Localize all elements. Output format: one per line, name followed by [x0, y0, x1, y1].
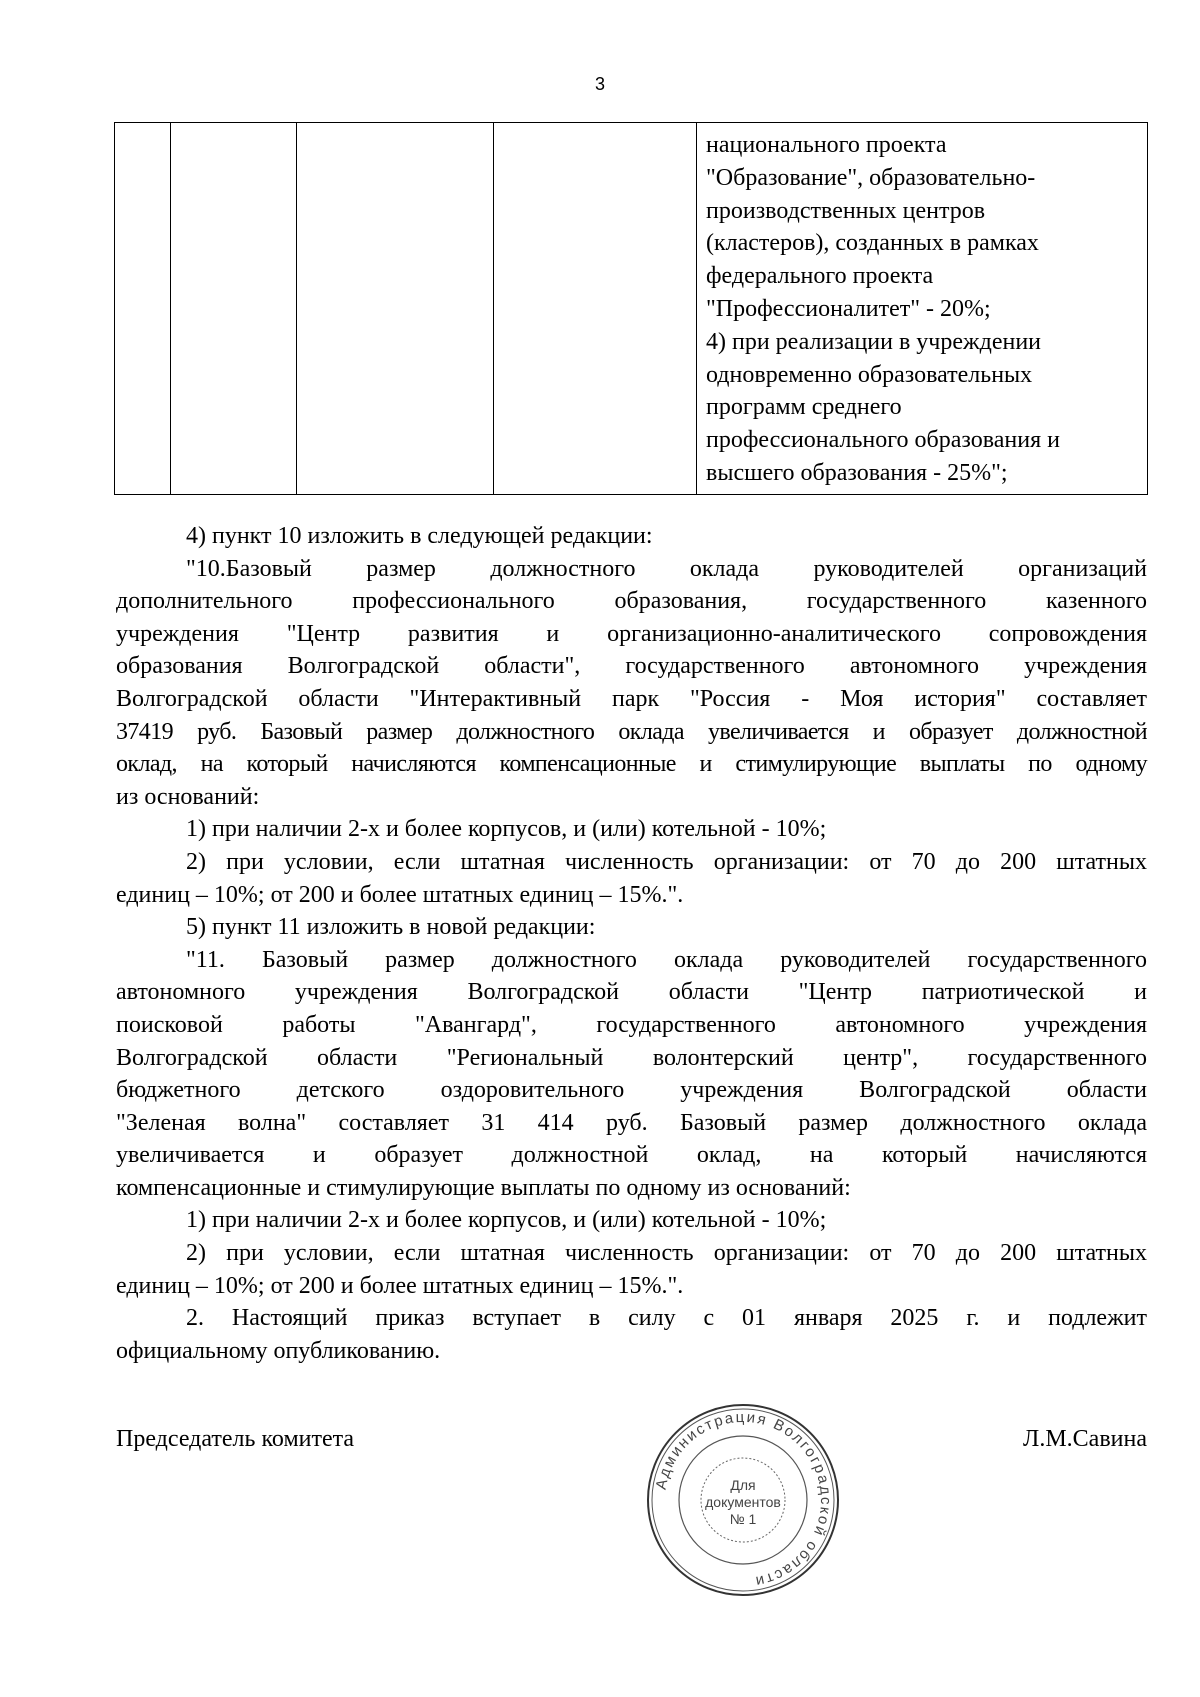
cell-line: производственных центров: [706, 197, 986, 224]
paragraph-line: 1) при наличии 2-х и более корпусов, и (или) котельной - 10%;: [186, 816, 827, 843]
cell-line: национального проекта: [706, 132, 947, 158]
stamp-ring-text: Администрация Волгоградской области: [652, 1408, 835, 1591]
paragraph-line: учреждения "Центр развития и организационно-аналитического сопровождения: [116, 620, 1147, 647]
paragraph-line: дополнительного профессионального образования, государственного казенного: [116, 588, 1147, 615]
table-cell-empty: [297, 123, 494, 495]
paragraph-line: поисковой работы "Авангард", государственного автономного учреждения: [116, 1011, 1147, 1038]
table-cell-text: [697, 123, 1148, 495]
paragraph-line: увеличивается и образует должностной оклад, на который начисляются: [116, 1142, 1147, 1169]
paragraph-line: единиц – 10%; от 200 и более штатных единиц – 15%.".: [116, 881, 684, 908]
stamp-line: Для: [730, 1477, 756, 1493]
paragraph-line: образования Волгоградской области", государственного автономного учреждения: [116, 653, 1147, 680]
cell-line: "Профессионалитет" - 20%;: [706, 295, 991, 322]
signature-name: Л.М.Савина: [1023, 1426, 1147, 1452]
signature-position: Председатель комитета: [116, 1426, 355, 1452]
document-body: [116, 520, 1147, 1367]
paragraph-line: 2. Настоящий приказ вступает в силу с 01 января 2025 г. и подлежит: [186, 1305, 1147, 1332]
stamp-line: документов: [705, 1494, 781, 1510]
continued-table: [114, 122, 1148, 495]
paragraph-line: 1) при наличии 2-х и более корпусов, и (или) котельной - 10%;: [186, 1207, 827, 1234]
paragraph-line: "11. Базовый размер должностного оклада руководителей государственного: [186, 946, 1147, 973]
table-cell-empty: [171, 123, 297, 495]
paragraph-line: официальному опубликованию.: [116, 1337, 441, 1364]
paragraph-line: 2) при условии, если штатная численность организации: от 70 до 200 штатных: [186, 1240, 1147, 1267]
cell-line: программ среднего: [706, 394, 902, 421]
cell-line: (кластеров), созданных в рамках: [706, 230, 1039, 257]
official-stamp: [643, 1400, 843, 1600]
cell-line: высшего образования - 25%";: [706, 459, 1008, 486]
paragraph-line: оклад, на который начисляются компенсационные и стимулирующие выплаты по одному: [116, 751, 1147, 778]
table-row: [115, 123, 1148, 495]
paragraph-line: автономного учреждения Волгоградской области "Центр патриотической и: [116, 979, 1147, 1006]
table-cell-empty: [115, 123, 171, 495]
paragraph-line: 4) пункт 10 изложить в следующей редакции:: [186, 523, 653, 549]
table-cell-empty: [494, 123, 697, 495]
cell-line: федерального проекта: [706, 263, 934, 290]
paragraph-line: из оснований:: [116, 783, 260, 810]
paragraph-line: 2) при условии, если штатная численность организации: от 70 до 200 штатных: [186, 848, 1147, 875]
paragraph-line: бюджетного детского оздоровительного учреждения Волгоградской области: [116, 1077, 1147, 1104]
paragraph-line: 37419 руб. Базовый размер должностного оклада увеличивается и образует должностной: [116, 718, 1147, 745]
paragraph-line: "10.Базовый размер должностного оклада руководителей организаций: [186, 555, 1147, 582]
cell-line: профессионального образования и: [706, 427, 1060, 454]
paragraph-line: Волгоградской области "Региональный волонтерский центр", государственного: [116, 1044, 1147, 1071]
cell-line: 4) при реализации в учреждении: [706, 328, 1042, 355]
cell-line: "Образование", образовательно-: [706, 164, 1036, 191]
stamp-line: № 1: [729, 1511, 757, 1527]
paragraph-line: Волгоградской области "Интерактивный парк "Россия - Моя история" составляет: [116, 685, 1147, 712]
cell-line: одновременно образовательных: [706, 361, 1033, 388]
paragraph-line: единиц – 10%; от 200 и более штатных единиц – 15%.".: [116, 1272, 684, 1299]
paragraph-line: "Зеленая волна" составляет 31 414 руб. Базовый размер должностного оклада: [116, 1109, 1147, 1136]
paragraph-line: 5) пункт 11 изложить в новой редакции:: [186, 914, 596, 941]
paragraph-line: компенсационные и стимулирующие выплаты по одному из оснований:: [116, 1174, 851, 1201]
page-number: 3: [594, 74, 605, 94]
